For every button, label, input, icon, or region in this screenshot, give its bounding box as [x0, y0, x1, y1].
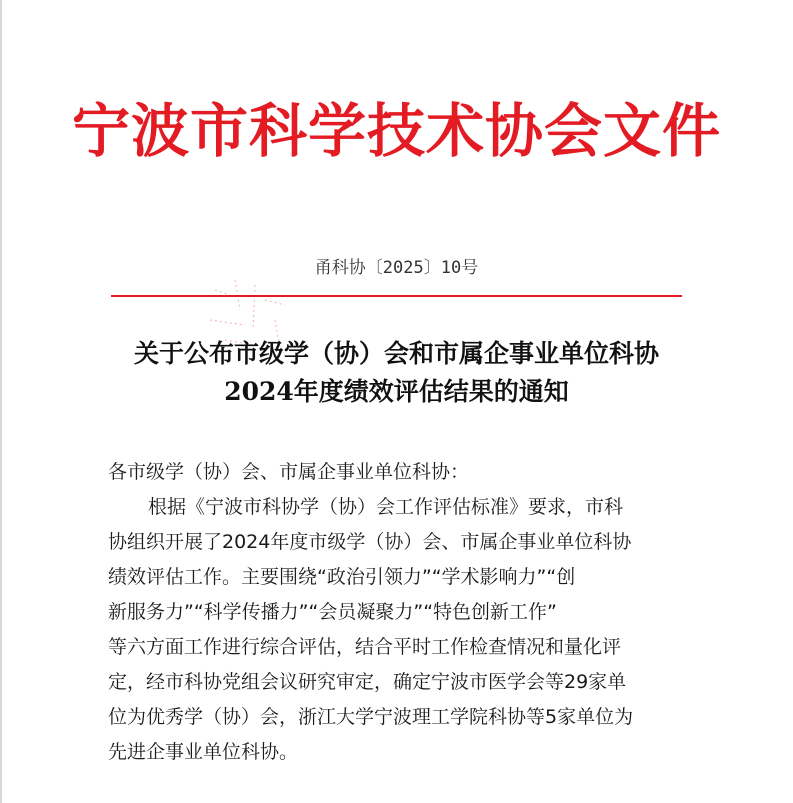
notice-title	[0, 335, 793, 411]
issuer-header-title: 宁波市科学技术协会文件	[71, 97, 721, 165]
notice-title-line-2: 2024年度绩效评估结果的通知	[224, 377, 569, 406]
paragraph-line: 根据《宁波市科协学（协）会工作评估标准》要求，市科	[148, 496, 624, 518]
paragraph-line: 协组织开展了2024年度市级学（协）会、市属企事业单位科协	[108, 531, 632, 553]
paragraph-line: 先进企事业单位科协。	[108, 741, 299, 763]
salutation: 各市级学（协）会、市属企事业单位科协：	[108, 461, 470, 483]
document-number: 甬科协〔2025〕10号	[314, 258, 479, 278]
paragraph-line: 等六方面工作进行综合评估，结合平时工作检查情况和量化评	[108, 636, 622, 658]
notice-title-line-1: 关于公布市级学（协）会和市属企事业单位科协	[133, 339, 659, 368]
paragraph-line: 定，经市科协党组会议研究审定，确定宁波市医学会等29家单	[108, 671, 627, 693]
notice-body	[108, 455, 688, 770]
paragraph-line: 位为优秀学（协）会，浙江大学宁波理工学院科协等5家单位为	[108, 706, 634, 728]
paragraph-line: 绩效评估工作。主要围绕“政治引领力”“学术影响力”“创	[108, 566, 576, 588]
paragraph-line: 新服务力”“科学传播力”“会员凝聚力”“特色创新工作”	[108, 601, 557, 623]
